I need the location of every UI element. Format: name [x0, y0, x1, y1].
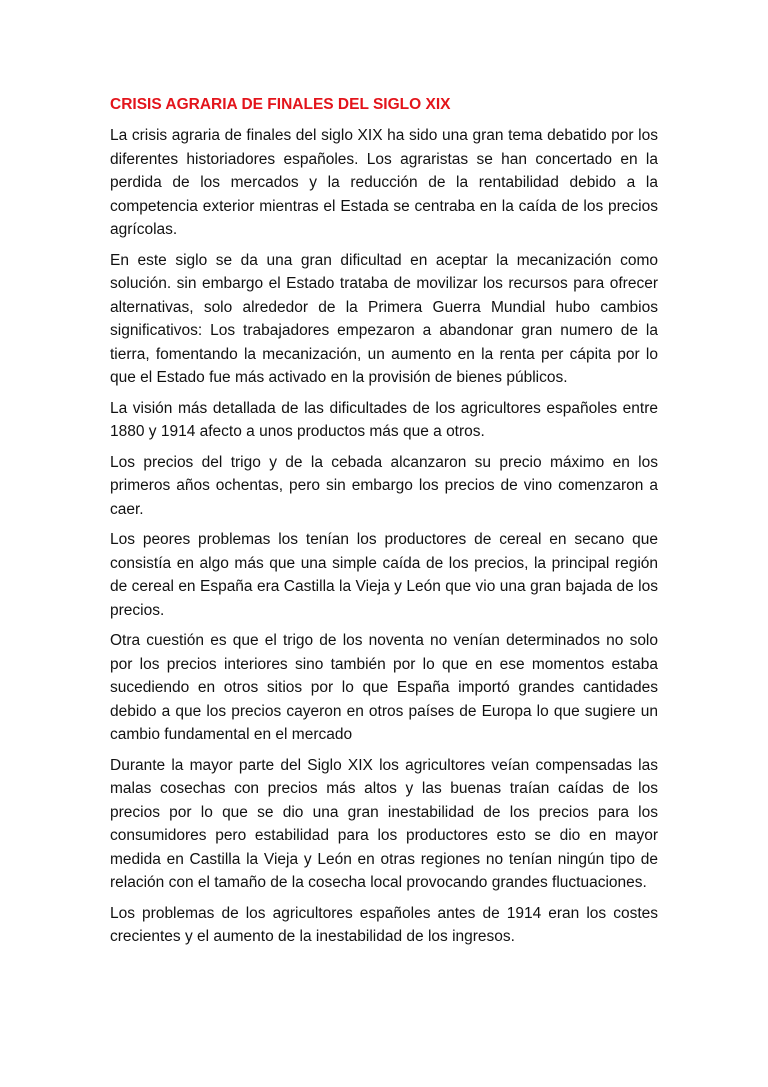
- paragraph: La crisis agraria de finales del siglo XIX ha sido una gran tema debatido por los diferentes historiadores españoles. Los agraristas se han concertado en la perdida de los mercados y la reducción de la rentabilidad debido a la competencia exterior mientras el Estada se centraba en la caída de los precios agrícolas.: [110, 127, 658, 238]
- paragraph: Los peores problemas los tenían los productores de cereal en secano que consistía en algo más que una simple caída de los precios, la principal región de cereal en España era Castilla la Vieja y León que vio una gran bajada de los precios.: [110, 531, 658, 619]
- paragraph: Los precios del trigo y de la cebada alcanzaron su precio máximo en los primeros años ochentas, pero sin embargo los precios de vino comenzaron a caer.: [110, 453, 658, 518]
- document-body: [110, 93, 658, 956]
- paragraph: La visión más detallada de las dificultades de los agricultores españoles entre 1880 y 1914 afecto a unos productos más que a otros.: [110, 399, 658, 440]
- paragraph: Los problemas de los agricultores españoles antes de 1914 eran los costes crecientes y el aumento de la inestabilidad de los ingresos.: [110, 904, 658, 945]
- paragraph: Otra cuestión es que el trigo de los noventa no venían determinados no solo por los precios interiores sino también por lo que en ese momentos estaba sucediendo en otros sitios por lo que España importó grandes cantidades debido a que los precios cayeron en otros países de Europa lo que sugiere un cambio fundamental en el mercado: [110, 632, 658, 743]
- document-title: CRISIS AGRARIA DE FINALES DEL SIGLO XIX: [110, 96, 451, 113]
- paragraph: Durante la mayor parte del Siglo XIX los agricultores veían compensadas las malas cosechas con precios más altos y las buenas traían caídas de los precios por lo que se dio una gran inestabilidad de los precios para los consumidores pero estabilidad para los productores esto se dio en mayor medida en Castilla la Vieja y León en otras regiones no tenían ningún tipo de relación con el tamaño de la cosecha local provocando grandes fluctuaciones.: [110, 756, 658, 891]
- paragraph: En este siglo se da una gran dificultad en aceptar la mecanización como solución. sin embargo el Estado trataba de movilizar los recursos para ofrecer alternativas, solo alrededor de la Primera Guerra Mundial hubo cambios significativos: Los trabajadores empezaron a abandonar gran numero de la tierra, fomentando la mecanización, un aumento en la renta per cápita por lo que el Estado fue más activado en la provisión de bienes públicos.: [110, 251, 658, 386]
